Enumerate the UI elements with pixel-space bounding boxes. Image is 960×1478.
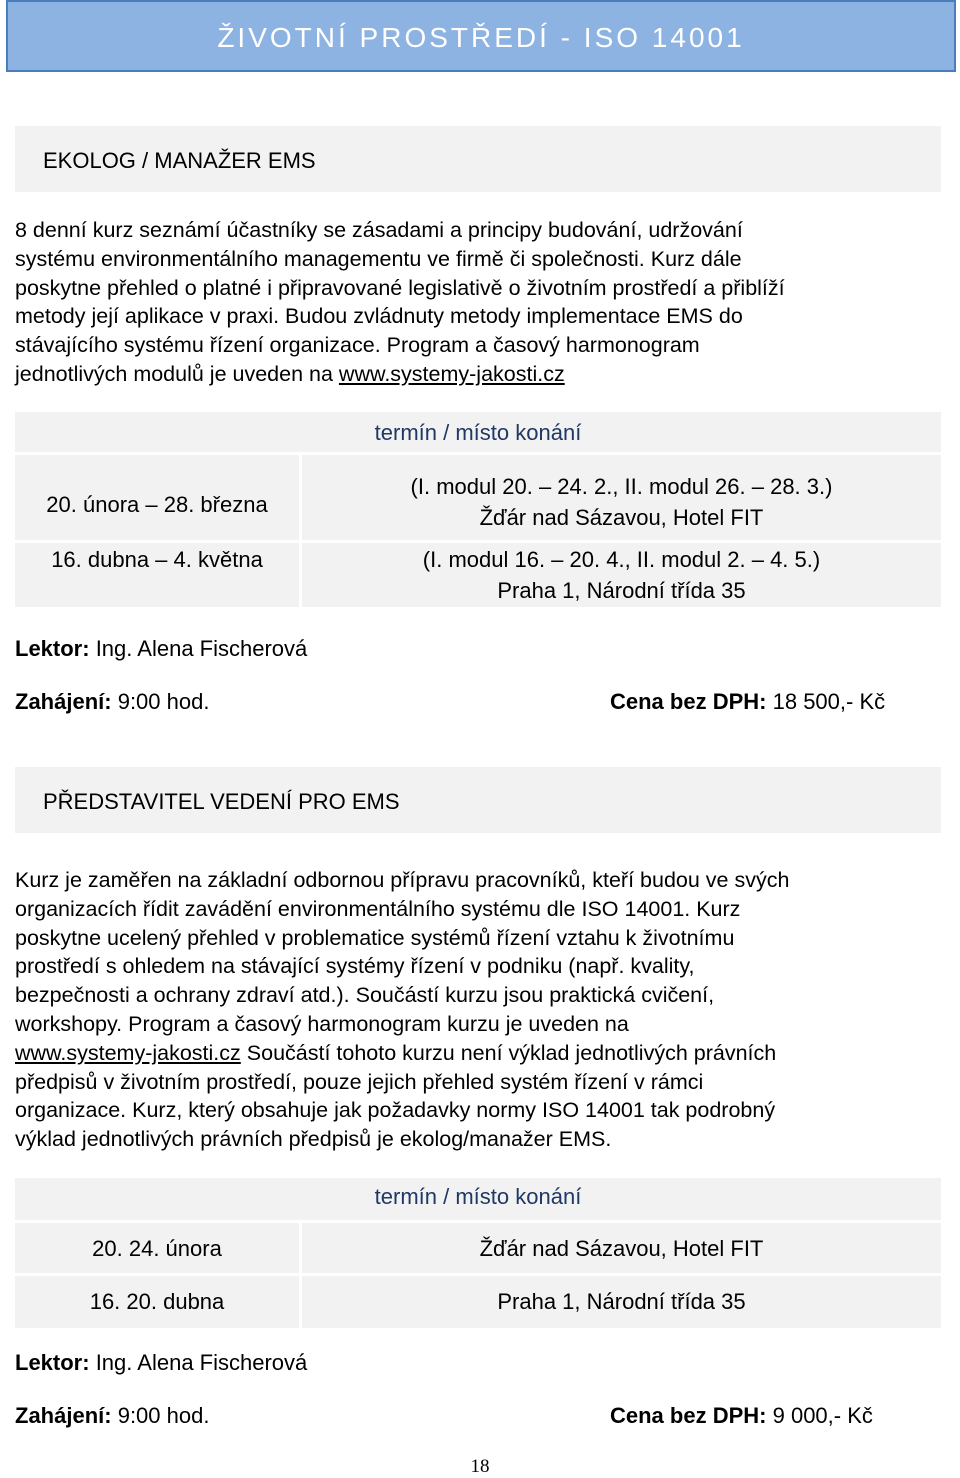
price-value: 18 500,- Kč	[772, 689, 886, 714]
course2-desc-link-line	[15, 1039, 941, 1068]
course2-desc-line: předpisů v životním prostředí, pouze jejich přehled systém řízení v rámci	[15, 1069, 704, 1094]
start-label: Zahájení:	[15, 1403, 112, 1428]
course1-description	[15, 216, 941, 389]
lecturer-label: Lektor:	[15, 1350, 90, 1375]
course2-place-1: Žďár nad Sázavou, Hotel FIT	[479, 1236, 764, 1261]
course1-desc-last	[15, 360, 941, 389]
course2-desc-line: bezpečnosti a ochrany zdraví atd.). Součástí kurzu jsou praktická cvičení,	[15, 983, 715, 1008]
course2-header	[15, 767, 941, 833]
course1-schedule-label: termín / místo konání	[374, 420, 582, 445]
course1-desc-line: stávajícího systému řízení organizace. Program a časový harmonogram	[15, 333, 700, 358]
course2-desc-line: organizacích řídit zavádění environmentálního systému dle ISO 14001. Kurz	[15, 896, 741, 921]
course2-link[interactable]: www.systemy-jakosti.cz	[15, 1040, 241, 1065]
course1-desc-line: metody její aplikace v praxi. Budou zvládnuty metody implementace EMS do	[15, 304, 743, 329]
lecturer-name: Ing. Alena Fischerová	[95, 636, 308, 661]
course1-link[interactable]: www.systemy-jakosti.cz	[338, 361, 565, 386]
course1-header	[15, 126, 941, 192]
table-divider	[15, 1273, 941, 1276]
course1-desc-line: systému environmentálního managementu ve firmě či společnosti. Kurz dále	[15, 246, 742, 271]
course2-title: PŘEDSTAVITEL VEDENÍ PRO EMS	[43, 789, 400, 814]
course1-place-2: Praha 1, Národní třída 35	[497, 578, 746, 603]
page-banner	[6, 0, 956, 72]
course1-desc-line: 8 denní kurz seznámí účastníky se zásadami a principy budování, udržování	[15, 218, 743, 242]
course1-start	[15, 689, 209, 715]
price-label: Cena bez DPH:	[610, 1403, 767, 1428]
course2-date-1: 20. 24. února	[92, 1236, 222, 1261]
course1-desc-line: poskytne přehled o platné i připravované legislativě o životním prostředí a přiblíží	[15, 275, 785, 300]
course1-place-1: Žďár nad Sázavou, Hotel FIT	[479, 505, 764, 530]
course2-after-link: Součástí tohoto kurzu není výklad jednotlivých právních	[240, 1040, 777, 1065]
course1-title: EKOLOG / MANAŽER EMS	[43, 148, 316, 173]
course1-price	[610, 689, 885, 715]
course2-lecturer	[15, 1350, 307, 1376]
course2-price	[610, 1403, 873, 1429]
course2-place-2: Praha 1, Národní třída 35	[497, 1289, 746, 1314]
course2-date-2: 16. 20. dubna	[89, 1289, 225, 1314]
start-time: 9:00 hod.	[117, 689, 210, 714]
course2-desc-line: Kurz je zaměřen na základní odbornou přípravu pracovníků, kteří budou ve svých	[15, 868, 790, 892]
course2-desc-line: workshopy. Program a časový harmonogram kurzu je uveden na	[15, 1011, 629, 1036]
course2-desc-last: výklad jednotlivých právních předpisů je ekolog/manažer EMS.	[15, 1127, 612, 1152]
course1-date-1: 20. února – 28. března	[46, 492, 268, 517]
course2-description	[15, 866, 941, 1154]
course2-desc-line: poskytne ucelený přehled v problematice systémů řízení vztahu k životnímu	[15, 925, 735, 950]
table-divider	[15, 452, 941, 455]
table-divider	[15, 1220, 941, 1223]
course2-desc-line: prostředí s ohledem na stávající systémy řízení v podniku (např. kvality,	[15, 954, 695, 979]
start-label: Zahájení:	[15, 689, 112, 714]
course1-modules-2: (I. modul 16. – 20. 4., II. modul 2. – 4. 5.)	[422, 547, 821, 572]
price-label: Cena bez DPH:	[610, 689, 767, 714]
course1-lecturer	[15, 636, 307, 662]
lecturer-label: Lektor:	[15, 636, 90, 661]
start-time: 9:00 hod.	[117, 1403, 210, 1428]
page-number: 18	[470, 1456, 490, 1477]
course2-start	[15, 1403, 209, 1429]
table-divider	[15, 540, 941, 543]
banner-title: ŽIVOTNÍ PROSTŘEDÍ - ISO 14001	[217, 22, 745, 53]
course2-schedule-label: termín / místo konání	[374, 1184, 582, 1209]
course1-date-2: 16. dubna – 4. května	[51, 547, 263, 572]
price-value: 9 000,- Kč	[772, 1403, 873, 1428]
course2-desc-line: organizace. Kurz, který obsahuje jak požadavky normy ISO 14001 tak podrobný	[15, 1098, 776, 1123]
lecturer-name: Ing. Alena Fischerová	[95, 1350, 308, 1375]
course1-modules-1: (I. modul 20. – 24. 2., II. modul 26. – 28. 3.)	[410, 474, 833, 499]
course1-desc-last-text: jednotlivých modulů je uveden na	[15, 361, 339, 386]
